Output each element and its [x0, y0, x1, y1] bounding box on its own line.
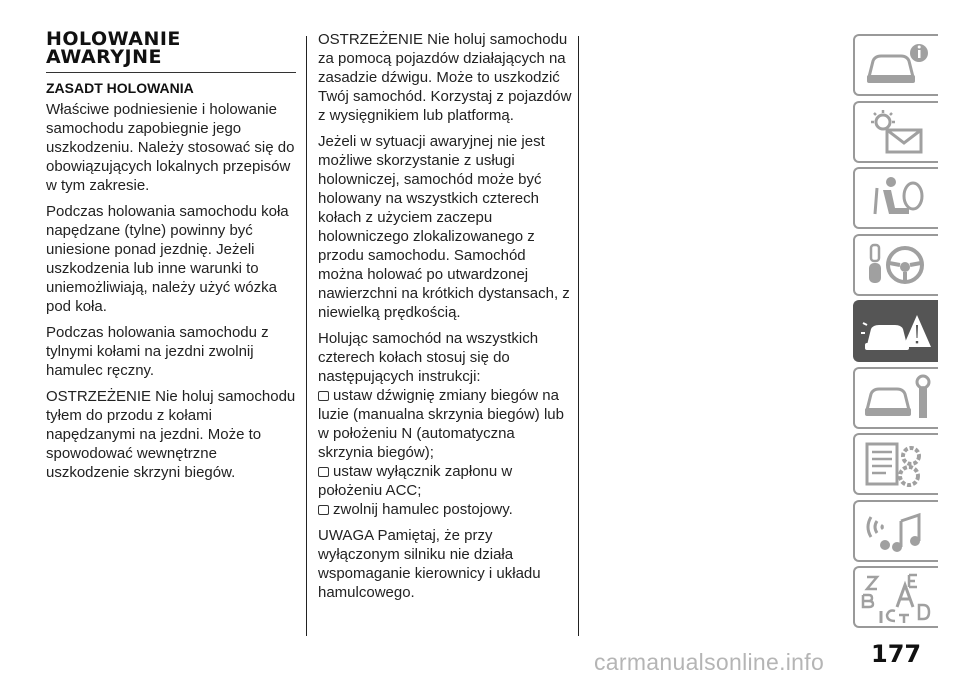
column-divider — [578, 36, 579, 636]
title-line-1: HOLOWANIE — [46, 28, 181, 50]
subheading: ZASADT HOLOWANIA — [46, 80, 194, 96]
instruction-item — [318, 386, 572, 462]
watermark: carmanualsonline.info — [594, 649, 825, 675]
tab-car-service[interactable] — [853, 367, 938, 429]
tab-multimedia[interactable] — [853, 500, 938, 562]
lights-mail-icon — [861, 108, 933, 158]
instruction-text: zwolnij hamulec postojowy. — [333, 501, 513, 518]
seat-airbag-icon — [861, 174, 933, 224]
multimedia-icon — [861, 507, 933, 557]
note-paragraph: UWAGA Pamiętaj, że przy wyłączonym silniku nie działa wspomaganie kierownicy i układu hamulcowego. — [318, 527, 541, 601]
instructions-intro — [318, 329, 572, 519]
car-warning-icon — [861, 307, 933, 357]
car-info-icon — [861, 41, 933, 91]
left-column — [46, 30, 296, 489]
instruction-text: ustaw wyłącznik zapłonu w położeniu ACC; — [318, 463, 513, 499]
tab-key-steering[interactable] — [853, 234, 938, 296]
bullet-box-icon — [318, 467, 329, 477]
tab-emergency[interactable] — [853, 300, 938, 362]
alphabet-index-icon — [861, 573, 933, 623]
section-title — [46, 30, 296, 66]
page-number: 177 — [871, 640, 922, 668]
tab-specifications[interactable] — [853, 433, 938, 495]
title-underline — [46, 72, 296, 73]
title-line-2: AWARYJNE — [46, 46, 162, 68]
paragraph: Podczas holowania samochodu koła napędzane (tylne) powinny być uniesione ponad jezdnię. Jeżeli uszkodzenia lub inne warunki to uniemożliwiają, należy użyć wózka pod koła. — [46, 203, 289, 315]
key-steering-wheel-icon — [861, 241, 933, 291]
instruction-text: ustaw dźwignię zmiany biegów na luzie (manualna skrzynia biegów) lub w położeniu N (automatyczna skrzynia biegów); — [318, 387, 564, 461]
paragraph: Jeżeli w sytuacji awaryjnej nie jest możliwe skorzystanie z usługi holowniczej, samochód może być holowany na wszystkich czterech kołach z użyciem zaczepu holowniczego zlokalizowanego z przodu samochodu. Samochód można holować po utwardzonej nawierzchni na krótkich dystansach, z niewielką prędkością. — [318, 133, 570, 321]
paragraph: Właściwe podniesienie i holowanie samochodu zapobiegnie jego uszkodzeniu. Należy stosować się do obowiązujących lokalnych przepisów w tym zakresie. — [46, 101, 295, 194]
warning-paragraph: OSTRZEŻENIE Nie holuj samochodu za pomocą pojazdów działających na zasadzie dźwigu. Może to uszkodzić Twój samochód. Korzystaj z pojazdów z wysięgnikiem lub platformą. — [318, 31, 572, 124]
chapter-tabs — [853, 34, 938, 633]
tab-index[interactable] — [853, 566, 938, 628]
middle-column — [318, 30, 572, 609]
instruction-item — [318, 462, 572, 500]
tab-seat-airbag[interactable] — [853, 167, 938, 229]
specs-gear-icon — [861, 440, 933, 490]
instructions-intro-text: Holując samochód na wszystkich czterech kołach stosuj się do następujących instrukcji: — [318, 330, 539, 385]
instruction-item — [318, 500, 572, 519]
car-wrench-icon — [861, 374, 933, 424]
bullet-box-icon — [318, 505, 329, 515]
warning-paragraph: OSTRZEŻENIE Nie holuj samochodu tyłem do przodu z kołami napędzanymi na jezdni. Może to spowodować wewnętrzne uszkodzenie skrzyni biegów. — [46, 388, 296, 481]
paragraph: Podczas holowania samochodu z tylnymi kołami na jezdni zwolnij hamulec ręczny. — [46, 324, 269, 379]
tab-lights-mail[interactable] — [853, 101, 938, 163]
column-divider — [306, 36, 307, 636]
bullet-box-icon — [318, 391, 329, 401]
tab-car-info[interactable] — [853, 34, 938, 96]
